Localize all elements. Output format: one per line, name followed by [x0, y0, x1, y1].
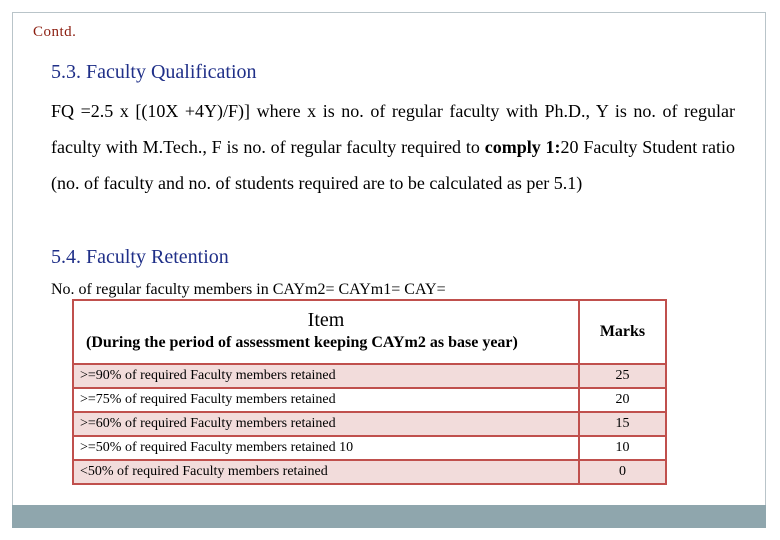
marks-cell: 20: [579, 388, 666, 412]
table-row: [73, 412, 666, 436]
table-row: [73, 436, 666, 460]
criterion-cell: >=75% of required Faculty members retained: [73, 388, 579, 412]
header-marks-cell: Marks: [579, 300, 666, 364]
formula-text-bold: comply 1:: [484, 137, 561, 157]
marks-cell: 25: [579, 364, 666, 388]
formula-text-start: FQ =2.5 x [(10X +4Y)/F)] where x is no. of regular faculty with Ph.D., Y is no. of regular faculty with M.Tech., F is no. of regular faculty required to: [51, 101, 735, 157]
marks-cell: 0: [579, 460, 666, 484]
criterion-cell: >=60% of required Faculty members retained: [73, 412, 579, 436]
heading-faculty-retention: 5.4. Faculty Retention: [51, 246, 229, 268]
header-item-cell: [73, 300, 579, 364]
table-row: [73, 364, 666, 388]
faculty-count-line: No. of regular faculty members in CAYm2= CAYm1= CAY=: [51, 281, 446, 298]
marks-cell: 10: [579, 436, 666, 460]
header-item-subtitle: (During the period of assessment keeping CAYm2 as base year): [86, 334, 518, 351]
table-row: [73, 388, 666, 412]
retention-marks-table: [72, 299, 667, 485]
criterion-cell: >=90% of required Faculty members retained: [73, 364, 579, 388]
table-row: [73, 460, 666, 484]
continued-label: Contd.: [33, 24, 77, 40]
marks-cell: 15: [579, 412, 666, 436]
heading-faculty-qualification: 5.3. Faculty Qualification: [51, 61, 257, 83]
footer-bar: [12, 505, 766, 528]
criterion-cell: <50% of required Faculty members retained: [73, 460, 579, 484]
faculty-qualification-formula: [51, 93, 735, 201]
formula-text-end: 20 Faculty Student ratio (no. of faculty and no. of students required are to be calculated as per 5.1): [51, 137, 736, 193]
header-item-label: Item: [307, 309, 345, 331]
table-header-row: [73, 300, 666, 364]
criterion-cell: >=50% of required Faculty members retained 10: [73, 436, 579, 460]
